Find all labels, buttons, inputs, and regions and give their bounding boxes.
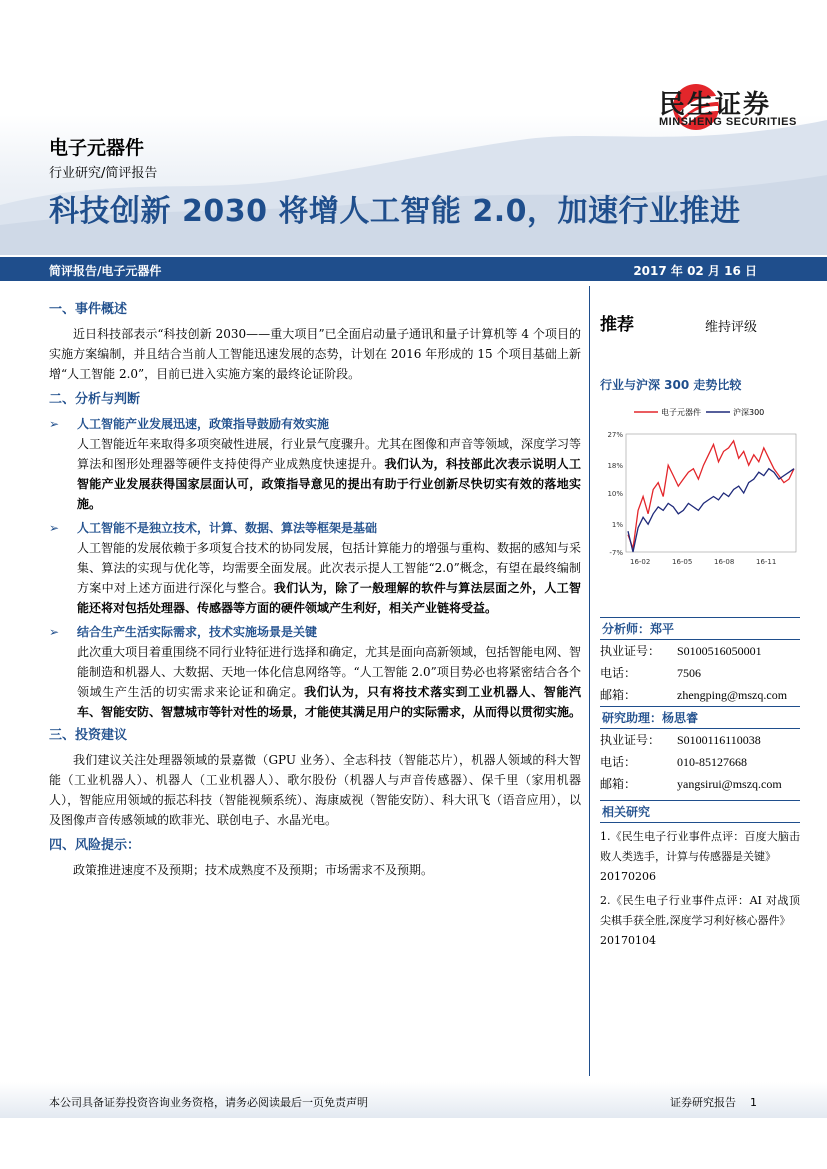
rating: 推荐 <box>600 315 634 335</box>
x-tick-label: 16-08 <box>714 558 735 566</box>
bullet-body: 人工智能的发展依赖于多项复合技术的协同发展，包括计算能力的增强与重构、数据的感知与采集、算法的实现与优化等，均需要全面发展。此次表示提人工智能“2.0”概念，有望在最终编制方案中对上述方面进行深化与整合。我们认为，除了一般理解的软件与算法层面之外，人工智能还将对包括处理器、传感器等方面的硬件领域产生利好，相关产业链将受益。 <box>77 541 582 615</box>
analyst-email-link[interactable]: zhengping@mszq.com <box>677 688 788 702</box>
brand-name-en: MINSHENG SECURITIES <box>659 116 797 128</box>
analyst-cert-row: 执业证号： S0100516050001 <box>600 644 762 658</box>
series-line-hs300 <box>628 469 794 552</box>
sector-label: 电子元器件 <box>49 137 145 159</box>
assistant-head: 研究助理：杨思睿 <box>600 706 800 729</box>
bullet-body: 人工智能近年来取得多项突破性进展，行业景气度骤升。尤其在图像和声音等领域，深度学习等算法和图形处理器等硬件支持使得产业成熟度快速提升。我们认为，科技部此次表示说明人工智能产业发展获得国家层面认可，政策指导意见的提出有助于行业创新尽快切实有效的落地实施。 <box>77 437 582 511</box>
related-item[interactable]: 2.《民生电子行业事件点评：AI 对战顶尖棋手获全胜,深度学习利好核心器件》 20170104 <box>600 894 800 947</box>
analyst-tel-row: 电话： 7506 <box>600 666 701 680</box>
related-research <box>600 800 800 951</box>
report-date: 2017 年 02 月 16 日 <box>633 264 757 278</box>
analyst-block <box>600 617 800 795</box>
plot-frame <box>626 434 796 552</box>
assistant-mail-row: 邮箱： yangsirui@mszq.com <box>600 773 800 795</box>
y-tick-label: 10% <box>607 490 623 498</box>
paragraph: 政策推进速度不及预期；技术成熟度不及预期；市场需求不及预期。 <box>73 863 434 877</box>
rating-note: 维持评级 <box>705 320 758 335</box>
column-divider <box>589 286 590 1076</box>
section-title: 三、投资建议 <box>49 728 128 743</box>
arrow-bullet-icon: ➢ <box>49 625 60 639</box>
bar-category: 简评报告/电子元器件 <box>49 264 162 278</box>
rating-row <box>600 300 800 336</box>
legend-label: 沪深300 <box>733 408 765 417</box>
footer-disclaimer: 本公司具备证券投资咨询业务资格，请务必阅读最后一页免责声明 <box>49 1096 368 1109</box>
bullet-heading: ➢ 人工智能不是独立技术，计算、数据、算法等框架是基础 <box>49 518 581 538</box>
page-number: 1 <box>750 1096 757 1109</box>
series-line-electronics <box>628 441 794 549</box>
assistant-cert-row: 执业证号： S0100116110038 <box>600 733 761 747</box>
y-tick-label: -7% <box>609 549 623 557</box>
footer-right: 证券研究报告 1 <box>670 1096 757 1109</box>
analyst-mail-row: 邮箱： zhengping@mszq.com <box>600 684 800 706</box>
report-type: 行业研究/简评报告 <box>49 166 158 181</box>
bullet-body: 此次重大项目着重围绕不同行业特征进行选择和确定，尤其是面向高新领域，包括智能电网、智能制造和机器人、大数据、天地一体化信息网络等。“人工智能 2.0”项目势必也将紧密结合各个领域生产生活的切实需求来论证和确定。我们认为，只有将技术落实到工业机器人、智能汽车、智能安防、智慧城市等针对性的场景，才能使其满足用户的实际需求，从而得以贯彻实施。 <box>77 645 582 719</box>
related-item[interactable]: 1.《民生电子行业事件点评：百度大脑击败人类选手，计算与传感器是关键》 20170206 <box>600 830 800 883</box>
brand-name-cn: 民生证券 <box>659 90 772 120</box>
y-tick-label: 18% <box>607 462 623 471</box>
section-title: 四、风险提示： <box>49 838 141 853</box>
section-title: 二、分析与判断 <box>49 392 141 407</box>
arrow-bullet-icon: ➢ <box>49 417 60 431</box>
sidebar <box>600 300 800 947</box>
main-content <box>49 300 581 886</box>
assistant-email-link[interactable]: yangsirui@mszq.com <box>677 777 782 791</box>
assistant-tel-row: 电话： 010-85127668 <box>600 755 747 769</box>
bullet-heading: ➢ 结合生产生活实际需求，技术实施场景是关键 <box>49 622 581 642</box>
y-tick-label: 27% <box>607 431 623 439</box>
trend-chart <box>596 400 806 590</box>
y-tick-label: 1% <box>611 521 623 530</box>
x-tick-label: 16-11 <box>756 558 777 566</box>
section-title: 一、事件概述 <box>49 302 128 317</box>
arrow-bullet-icon: ➢ <box>49 521 60 535</box>
paragraph: 近日科技部表示“科技创新 2030——重大项目”已全面启动量子通讯和量子计算机等 4 个项目的实施方案编制，并且结合当前人工智能迅速发展的态势，计划在 2016 年形成的 15 个项目基础上新增“人工智能 2.0”，目前已进入实施方案的最终论证阶段。 <box>49 327 581 381</box>
chart-title: 行业与沪深 300 走势比较 <box>600 378 742 392</box>
paragraph: 我们建议关注处理器领域的景嘉微（GPU 业务）、全志科技（智能芯片），机器人领域的科大智能（工业机器人）、机器人（工业机器人）、歌尔股份（机器人与声音传感器）、保千里（家用机器人），智能应用领域的振芯科技（智能视频系统）、海康威视（智能安防）、科大讯飞（语音应用），以及图像声音传感领域的欧菲光、联创电子、水晶光电。 <box>49 753 581 827</box>
analyst-head: 分析师：郑平 <box>600 617 800 640</box>
x-tick-label: 16-02 <box>630 558 651 566</box>
report-title: 科技创新 2030 将增人工智能 2.0，加速行业推进 <box>49 194 741 229</box>
related-head: 相关研究 <box>600 800 800 823</box>
x-tick-label: 16-05 <box>672 558 693 566</box>
legend-label: 电子元器件 <box>661 408 701 417</box>
bullet-heading: ➢ 人工智能产业发展迅速，政策指导鼓励有效实施 <box>49 414 581 434</box>
